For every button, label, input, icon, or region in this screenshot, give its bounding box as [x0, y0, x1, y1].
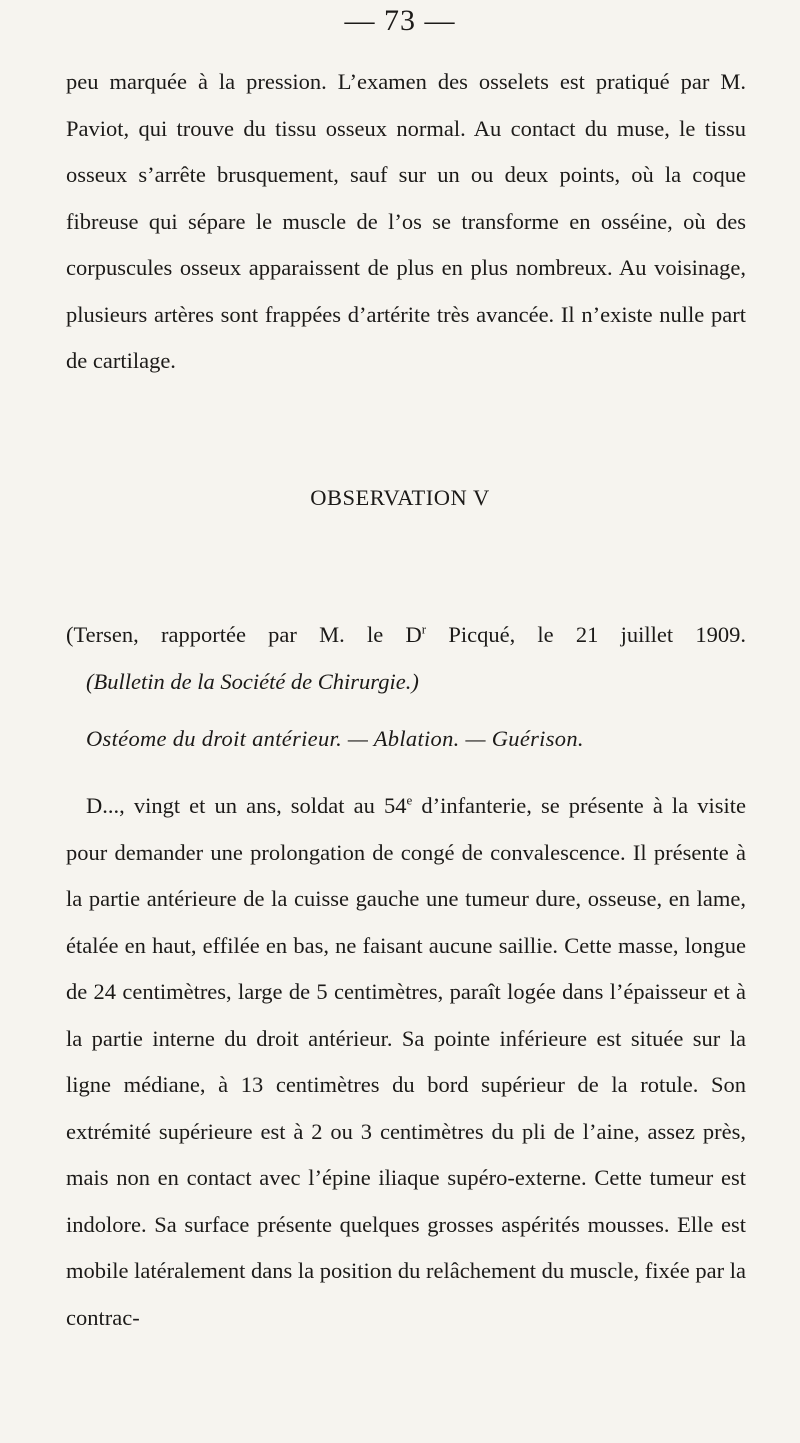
source-line-sup: r	[421, 621, 427, 637]
source-line	[66, 612, 746, 659]
case-summary: Ostéome du droit antérieur. — Ablation. — Guérison.	[86, 726, 584, 751]
case-body	[66, 783, 746, 1341]
page-number: — 73 —	[344, 4, 456, 37]
case-body-rest: d’infanterie, se présente à la visite pour demander une prolongation de congé de convalescence. Il présente à la partie antérieure de la cuisse gauche une tumeur dure, osseuse, en lame, étalée en haut, effilée en bas, ne faisant aucune saillie. Cette masse, longue de 24 centimètres, large de 5 centimètres, paraît logée dans l’épaisseur et à la partie interne du droit antérieur. Sa pointe inférieure est située sur la ligne médiane, à 13 centimètres du bord supérieur de la rotule. Son extrémité supérieure est à 2 ou 3 centimètres du pli de l’aine, assez près, mais non en contact avec l’épine iliaque supéro-externe. Cette tumeur est indolore. Sa surface présente quelques grosses aspérités mousses. Elle est mobile latéralement dans la position du relâchement du muscle, fixée par la contrac-	[66, 793, 746, 1330]
observation-heading: OBSERVATION V	[310, 485, 490, 510]
case-body-sup: e	[406, 792, 413, 808]
observation-source	[66, 612, 746, 705]
source-line-end: Picqué, le 21 juillet 1909.	[426, 622, 746, 647]
bulletin-reference: (Bulletin de la Société de Chirurgie.)	[86, 668, 419, 694]
case-body-start: D..., vingt et un ans, soldat au 54	[86, 793, 407, 818]
source-line-start: (Tersen, rapportée par M. le D	[66, 622, 422, 647]
intro-paragraph: peu marquée à la pression. L’examen des osselets est pratiqué par M. Paviot, qui trouve du tissu osseux normal. Au contact du muse, le tissu osseux s’arrête brusquement, sauf sur un ou deux points, où la coque fibreuse qui sépare le muscle de l’os se transforme en osséine, où des corpuscules osseux apparaissent de plus en plus nombreux. Au voisinage, plusieurs artères sont frappées d’artérite très avancée. Il n’existe nulle part de cartilage.	[66, 69, 746, 373]
